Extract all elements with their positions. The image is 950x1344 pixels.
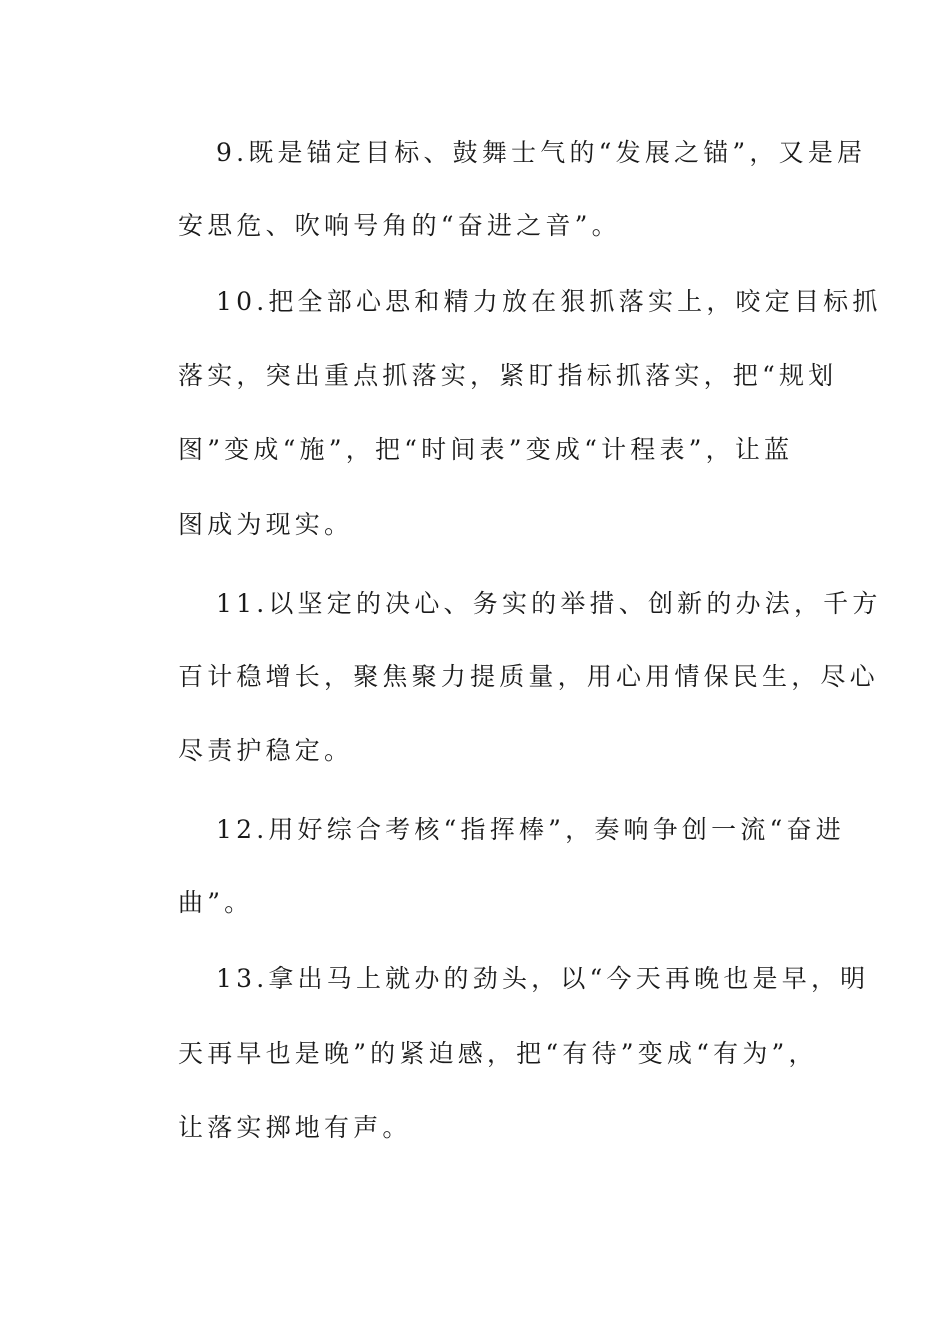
paragraph-9-line-1: 9.既是锚定目标、鼓舞士气的“发展之锚”，又是居 bbox=[216, 138, 867, 167]
paragraph-11-line-1: 11.以坚定的决心、务实的举措、创新的办法，千方 bbox=[216, 589, 882, 618]
paragraph-9-line-2: 安思危、吹响号角的“奋进之音”。 bbox=[178, 211, 621, 240]
paragraph-13-line-1: 13.拿出马上就办的劲头，以“今天再晚也是早，明 bbox=[216, 964, 870, 993]
paragraph-13-line-2: 天再早也是晚”的紧迫感，把“有待”变成“有为”， bbox=[178, 1039, 818, 1068]
paragraph-10-line-2: 落实，突出重点抓落实，紧盯指标抓落实，把“规划 bbox=[178, 361, 838, 390]
paragraph-12-line-2: 曲”。 bbox=[178, 888, 254, 917]
paragraph-12-line-1: 12.用好综合考核“指挥棒”，奏响争创一流“奋进 bbox=[216, 815, 845, 844]
paragraph-10-line-1: 10.把全部心思和精力放在狠抓落实上，咬定目标抓 bbox=[216, 287, 882, 316]
paragraph-13-line-3: 让落实掷地有声。 bbox=[178, 1113, 412, 1142]
paragraph-11-line-2: 百计稳增长，聚焦聚力提质量，用心用情保民生，尽心 bbox=[178, 662, 879, 691]
paragraph-10-line-4: 图成为现实。 bbox=[178, 510, 354, 539]
paragraph-10-line-3: 图”变成“施”，把“时间表”变成“计程表”，让蓝 bbox=[178, 435, 794, 464]
paragraph-11-line-3: 尽责护稳定。 bbox=[178, 736, 354, 765]
